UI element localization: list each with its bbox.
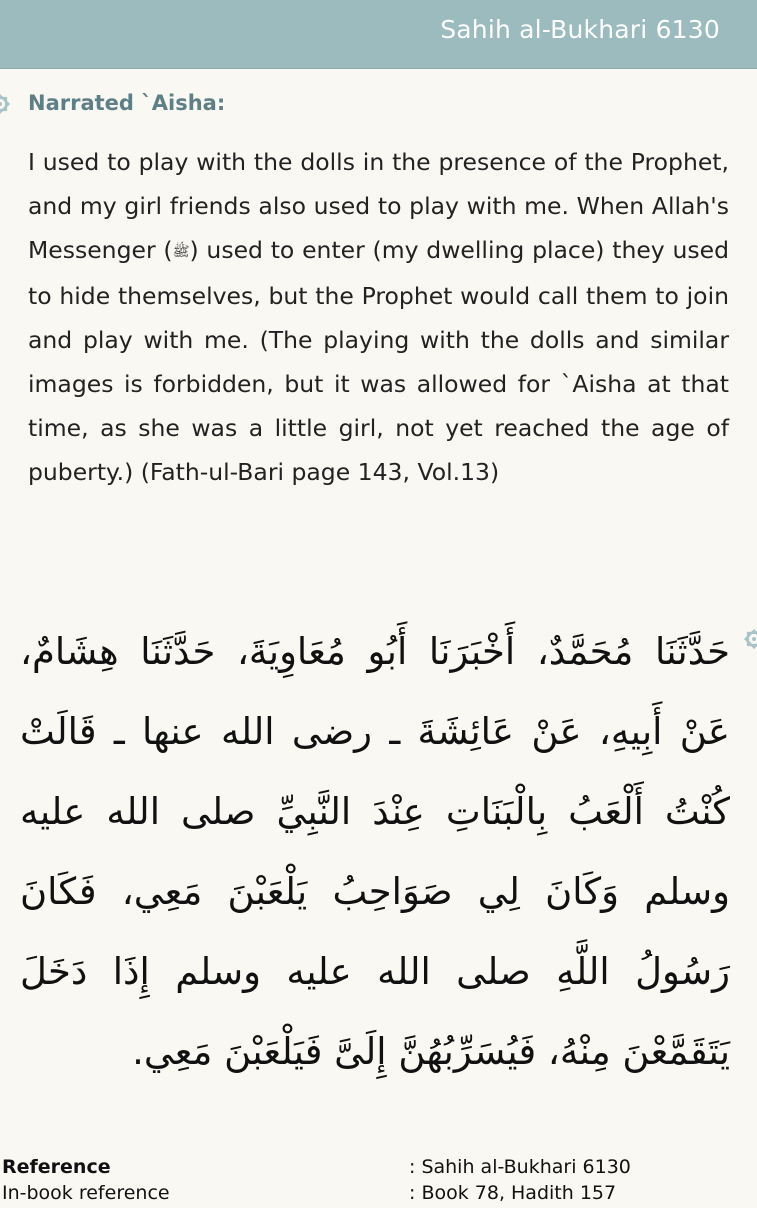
reference-value[interactable]: : Sahih al-Bukhari 6130 <box>409 1156 631 1178</box>
english-text-part-2: ) used to enter (my dwelling place) they used to hide themselves, but the Prophet would call them to join and play with me. (The playing with the dolls and similar images is forbidden, but it was allowed for `Aisha at that time, as she was a little girl, not yet reached the age of puberty.) (Fath-ul-Bari page 143, Vol.13) <box>28 236 730 486</box>
salutation-symbol: ﷺ <box>172 243 190 260</box>
english-text-part-1: I used to play with the dolls in the presence of the Prophet, and my girl friends also used to play with me. When Allah's Messenger ( <box>28 148 729 264</box>
arabic-hadith-text: حَدَّثَنَا مُحَمَّدٌ، أَخْبَرَنَا أَبُو مُعَاوِيَةَ، حَدَّثَنَا هِشَامٌ، عَنْ أَبِيهِ، عَنْ عَائِشَةَ ـ رضى الله عنها ـ قَالَتْ كُنْتُ أَلْعَبُ بِالْبَنَاتِ عِنْدَ النَّبِيِّ صلى الله عليه وسلم وَكَانَ لِي صَوَاحِبُ يَلْعَبْنَ مَعِي، فَكَانَ رَسُولُ اللَّهِ صلى الله عليه وسلم إِذَا دَخَلَ يَتَقَمَّعْنَ مِنْهُ، فَيُسَرِّبُهُنَّ إِلَىَّ فَيَلْعَبْنَ مَعِي. <box>20 630 730 1073</box>
reference-table <box>0 1156 757 1208</box>
ornament-icon <box>743 628 757 650</box>
in-book-reference-label: In-book reference <box>2 1182 170 1204</box>
english-hadith-text <box>28 140 729 494</box>
narrator-line: Narrated `Aisha: <box>28 91 226 115</box>
in-book-reference-value[interactable]: : Book 78, Hadith 157 <box>409 1182 617 1204</box>
reference-row <box>0 1156 757 1182</box>
ornament-icon <box>0 93 11 115</box>
in-book-reference-row <box>0 1182 757 1208</box>
title-bar <box>0 0 757 69</box>
page-title: Sahih al-Bukhari 6130 <box>440 15 720 44</box>
reference-label: Reference <box>2 1156 111 1178</box>
